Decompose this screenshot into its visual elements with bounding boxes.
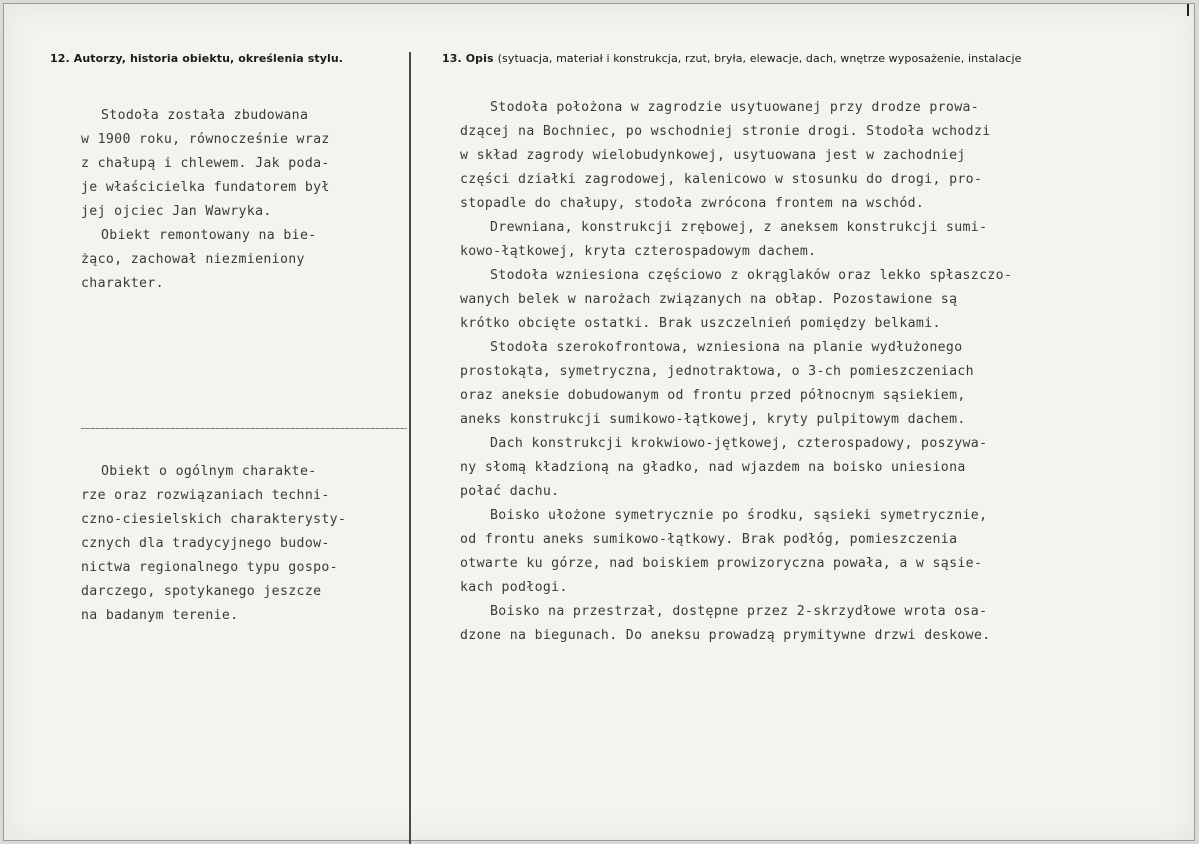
description-text bbox=[460, 96, 1013, 648]
corner-mark bbox=[1187, 4, 1189, 16]
history-text bbox=[81, 104, 330, 296]
text-line: oraz aneksie dobudowanym od frontu przed północnym sąsiekiem, bbox=[460, 388, 966, 403]
text-line: rze oraz rozwiązaniach techni- bbox=[81, 488, 330, 503]
text-line: żąco, zachował niezmieniony bbox=[81, 252, 305, 267]
text-line: od frontu aneks sumikowo-łątkowy. Brak podłóg, pomieszczenia bbox=[460, 532, 958, 547]
text-line: dzącej na Bochniec, po wschodniej stronie drogi. Stodoła wchodzi bbox=[460, 124, 991, 139]
section-12-number: 12. bbox=[50, 52, 70, 65]
text-line: jej ojciec Jan Wawryka. bbox=[81, 204, 272, 219]
text-line: Stodoła położona w zagrodzie usytuowanej przy drodze prowa- bbox=[490, 100, 980, 115]
column-divider bbox=[409, 52, 411, 844]
text-line: aneks konstrukcji sumikowo-łątkowej, kryty pulpitowym dachem. bbox=[460, 412, 966, 427]
text-line: prostokąta, symetryczna, jednotraktowa, o 3-ch pomieszczeniach bbox=[460, 364, 974, 379]
text-line: otwarte ku górze, nad boiskiem prowizoryczna powała, a w sąsie- bbox=[460, 556, 983, 571]
text-line: Stodoła została zbudowana bbox=[101, 108, 309, 123]
text-line: z chałupą i chlewem. Jak poda- bbox=[81, 156, 330, 171]
text-line: ny słomą kładzioną na gładko, nad wjazdem na boisko uniesiona bbox=[460, 460, 966, 475]
text-line: wanych belek w narożach związanych na obłap. Pozostawione są bbox=[460, 292, 958, 307]
text-line: charakter. bbox=[81, 276, 164, 291]
style-text bbox=[81, 460, 347, 628]
text-line: na badanym terenie. bbox=[81, 608, 239, 623]
text-line: cznych dla tradycyjnego budow- bbox=[81, 536, 330, 551]
text-line: je właścicielka fundatorem był bbox=[81, 180, 330, 195]
section-12-title: Autorzy, historia obiektu, określenia stylu. bbox=[73, 52, 344, 65]
text-line: Stodoła wzniesiona częściowo z okrąglaków oraz lekko spłaszczo- bbox=[490, 268, 1013, 283]
text-line: połać dachu. bbox=[460, 484, 560, 499]
text-line: stopadle do chałupy, stodoła zwrócona frontem na wschód. bbox=[460, 196, 925, 211]
section-13-number: 13. bbox=[442, 52, 462, 65]
text-line: dzone na biegunach. Do aneksu prowadzą prymitywne drzwi deskowe. bbox=[460, 628, 991, 643]
text-line: Obiekt o ogólnym charakte- bbox=[101, 464, 317, 479]
text-line: nictwa regionalnego typu gospo- bbox=[81, 560, 338, 575]
text-line: Obiekt remontowany na bie- bbox=[101, 228, 317, 243]
section-13-title: Opis bbox=[465, 52, 494, 65]
text-line: części działki zagrodowej, kalenicowo w stosunku do drogi, pro- bbox=[460, 172, 983, 187]
text-line: kach podłogi. bbox=[460, 580, 568, 595]
text-line: krótko obcięte ostatki. Brak uszczelnień pomiędzy belkami. bbox=[460, 316, 941, 331]
section-13-subtitle: (sytuacja, materiał i konstrukcja, rzut, bryła, elewacje, dach, wnętrze wyposażenie, instalacje bbox=[497, 52, 1022, 65]
form-sheet bbox=[3, 3, 1195, 841]
text-line: Stodoła szerokofrontowa, wzniesiona na planie wydłużonego bbox=[490, 340, 963, 355]
text-line: Dach konstrukcji krokwiowo-jętkowej, czterospadowy, poszywa- bbox=[490, 436, 988, 451]
text-line: kowo-łątkowej, kryta czterospadowym dachem. bbox=[460, 244, 817, 259]
text-line: w 1900 roku, równocześnie wraz bbox=[81, 132, 330, 147]
text-line: Drewniana, konstrukcji zrębowej, z aneksem konstrukcji sumi- bbox=[490, 220, 988, 235]
section-12-header bbox=[50, 52, 343, 65]
section-13-header bbox=[442, 52, 1021, 65]
text-line: w skład zagrody wielobudynkowej, usytuowana jest w zachodniej bbox=[460, 148, 966, 163]
text-line: darczego, spotykanego jeszcze bbox=[81, 584, 322, 599]
text-line: Boisko ułożone symetrycznie po środku, sąsieki symetrycznie, bbox=[490, 508, 988, 523]
left-section-divider bbox=[81, 428, 407, 429]
text-line: czno-ciesielskich charakterysty- bbox=[81, 512, 347, 527]
text-line: Boisko na przestrzał, dostępne przez 2-skrzydłowe wrota osa- bbox=[490, 604, 988, 619]
